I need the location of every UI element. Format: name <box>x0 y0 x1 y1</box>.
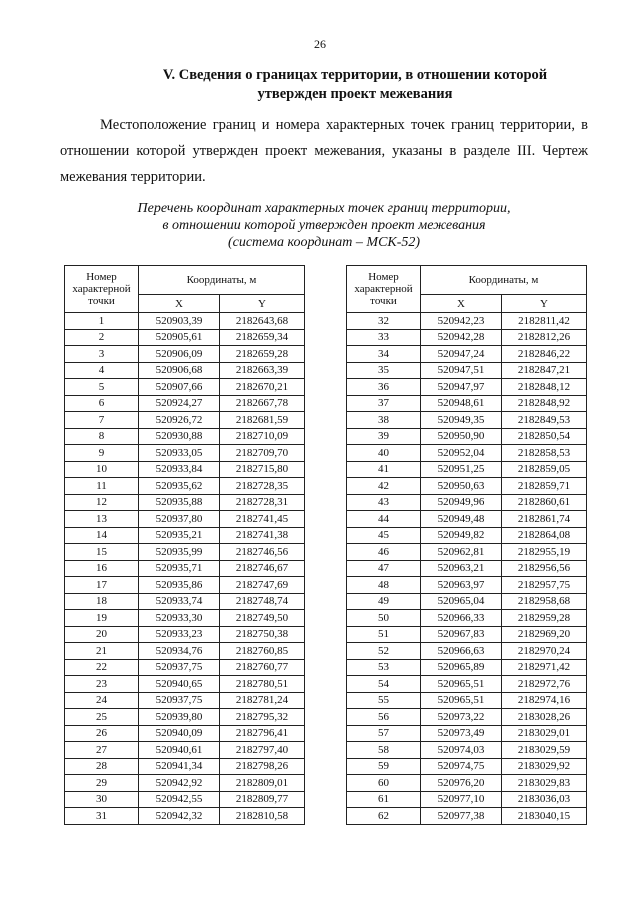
x-coordinate-cell: 520935,71 <box>139 560 220 577</box>
y-coordinate-cell: 2182860,61 <box>502 494 587 511</box>
y-coordinate-cell: 2182643,68 <box>220 313 305 330</box>
point-number-cell: 25 <box>65 709 139 726</box>
point-number-cell: 45 <box>347 527 421 544</box>
point-number-cell: 22 <box>65 659 139 676</box>
table-row <box>347 362 587 379</box>
table-row <box>65 593 305 610</box>
table-row <box>347 659 587 676</box>
x-coordinate-cell: 520934,76 <box>139 643 220 660</box>
y-coordinate-cell: 2182971,42 <box>502 659 587 676</box>
table-row <box>347 643 587 660</box>
table-row <box>347 527 587 544</box>
x-coordinate-cell: 520966,63 <box>421 643 502 660</box>
x-coordinate-cell: 520940,61 <box>139 742 220 759</box>
x-coordinate-cell: 520942,28 <box>421 329 502 346</box>
x-coordinate-cell: 520965,51 <box>421 692 502 709</box>
table-row <box>65 659 305 676</box>
table-row <box>65 445 305 462</box>
point-number-cell: 44 <box>347 511 421 528</box>
table-body-left <box>65 313 305 825</box>
y-coordinate-cell: 2182847,21 <box>502 362 587 379</box>
x-coordinate-cell: 520977,10 <box>421 791 502 808</box>
table-row <box>347 725 587 742</box>
table-row <box>65 643 305 660</box>
point-number-cell: 32 <box>347 313 421 330</box>
page-number: 26 <box>314 37 326 51</box>
table-row <box>65 775 305 792</box>
y-coordinate-cell: 2182667,78 <box>220 395 305 412</box>
y-coordinate-cell: 2182850,54 <box>502 428 587 445</box>
y-coordinate-cell: 2182781,24 <box>220 692 305 709</box>
table-row <box>347 560 587 577</box>
x-coordinate-cell: 520952,04 <box>421 445 502 462</box>
point-number-cell: 59 <box>347 758 421 775</box>
x-coordinate-cell: 520933,30 <box>139 610 220 627</box>
table-row <box>347 742 587 759</box>
body-paragraph: Местоположение границ и номера характерных точек границ территории, в отношении которой утвержден проект межевания, указаны в разделе III. Чертеж межевания территории. <box>60 117 588 185</box>
point-number-cell: 12 <box>65 494 139 511</box>
header-point-number: Номер характерной точки <box>65 266 139 313</box>
table-row <box>347 428 587 445</box>
point-number-cell: 54 <box>347 676 421 693</box>
point-number-cell: 9 <box>65 445 139 462</box>
x-coordinate-cell: 520965,89 <box>421 659 502 676</box>
table-row <box>65 692 305 709</box>
y-coordinate-cell: 2182809,01 <box>220 775 305 792</box>
y-coordinate-cell: 2182957,75 <box>502 577 587 594</box>
table-row <box>65 742 305 759</box>
point-number-cell: 43 <box>347 494 421 511</box>
y-coordinate-cell: 2183029,92 <box>502 758 587 775</box>
point-number-cell: 4 <box>65 362 139 379</box>
x-coordinate-cell: 520906,68 <box>139 362 220 379</box>
point-number-cell: 15 <box>65 544 139 561</box>
x-coordinate-cell: 520949,48 <box>421 511 502 528</box>
y-coordinate-cell: 2182710,09 <box>220 428 305 445</box>
table-row <box>347 808 587 825</box>
x-coordinate-cell: 520940,65 <box>139 676 220 693</box>
table-row <box>347 478 587 495</box>
y-coordinate-cell: 2182798,26 <box>220 758 305 775</box>
y-coordinate-cell: 2183029,01 <box>502 725 587 742</box>
y-coordinate-cell: 2182780,51 <box>220 676 305 693</box>
y-coordinate-cell: 2182681,59 <box>220 412 305 429</box>
y-coordinate-cell: 2182848,12 <box>502 379 587 396</box>
table-body-right <box>347 313 587 825</box>
y-coordinate-cell: 2182760,77 <box>220 659 305 676</box>
table-row <box>65 461 305 478</box>
y-coordinate-cell: 2182746,67 <box>220 560 305 577</box>
x-coordinate-cell: 520937,75 <box>139 659 220 676</box>
point-number-cell: 28 <box>65 758 139 775</box>
table-row <box>347 379 587 396</box>
table-row <box>347 445 587 462</box>
point-number-cell: 50 <box>347 610 421 627</box>
point-number-cell: 1 <box>65 313 139 330</box>
table-row <box>65 758 305 775</box>
table-row <box>65 808 305 825</box>
point-number-cell: 7 <box>65 412 139 429</box>
table-row <box>65 478 305 495</box>
y-coordinate-cell: 2182728,31 <box>220 494 305 511</box>
table-row <box>347 626 587 643</box>
y-coordinate-cell: 2182846,22 <box>502 346 587 363</box>
x-coordinate-cell: 520950,63 <box>421 478 502 495</box>
point-number-cell: 47 <box>347 560 421 577</box>
x-coordinate-cell: 520933,23 <box>139 626 220 643</box>
point-number-cell: 31 <box>65 808 139 825</box>
point-number-cell: 20 <box>65 626 139 643</box>
x-coordinate-cell: 520935,62 <box>139 478 220 495</box>
header-coordinates: Координаты, м <box>139 266 305 295</box>
y-coordinate-cell: 2182972,76 <box>502 676 587 693</box>
header-coordinates: Координаты, м <box>421 266 587 295</box>
y-coordinate-cell: 2182659,28 <box>220 346 305 363</box>
y-coordinate-cell: 2183029,59 <box>502 742 587 759</box>
x-coordinate-cell: 520950,90 <box>421 428 502 445</box>
table-row <box>347 544 587 561</box>
table-row <box>65 511 305 528</box>
x-coordinate-cell: 520935,21 <box>139 527 220 544</box>
y-coordinate-cell: 2182809,77 <box>220 791 305 808</box>
header-x: X <box>139 295 220 313</box>
point-number-cell: 42 <box>347 478 421 495</box>
table-caption <box>60 200 588 251</box>
table-row <box>65 313 305 330</box>
x-coordinate-cell: 520939,80 <box>139 709 220 726</box>
y-coordinate-cell: 2182812,26 <box>502 329 587 346</box>
point-number-cell: 27 <box>65 742 139 759</box>
table-row <box>65 329 305 346</box>
x-coordinate-cell: 520966,33 <box>421 610 502 627</box>
x-coordinate-cell: 520947,51 <box>421 362 502 379</box>
point-number-cell: 30 <box>65 791 139 808</box>
point-number-cell: 2 <box>65 329 139 346</box>
y-coordinate-cell: 2182861,74 <box>502 511 587 528</box>
point-number-cell: 46 <box>347 544 421 561</box>
y-coordinate-cell: 2182864,08 <box>502 527 587 544</box>
x-coordinate-cell: 520947,97 <box>421 379 502 396</box>
y-coordinate-cell: 2182750,38 <box>220 626 305 643</box>
point-number-cell: 62 <box>347 808 421 825</box>
point-number-cell: 16 <box>65 560 139 577</box>
table-row <box>65 610 305 627</box>
table-row <box>347 610 587 627</box>
x-coordinate-cell: 520942,55 <box>139 791 220 808</box>
point-number-cell: 48 <box>347 577 421 594</box>
x-coordinate-cell: 520967,83 <box>421 626 502 643</box>
y-coordinate-cell: 2182709,70 <box>220 445 305 462</box>
table-row <box>347 758 587 775</box>
x-coordinate-cell: 520933,74 <box>139 593 220 610</box>
table-row <box>347 346 587 363</box>
y-coordinate-cell: 2182659,34 <box>220 329 305 346</box>
x-coordinate-cell: 520937,80 <box>139 511 220 528</box>
x-coordinate-cell: 520903,39 <box>139 313 220 330</box>
table-row <box>65 346 305 363</box>
table-caption-line-3: (система координат – МСК-52) <box>227 235 421 250</box>
table-row <box>347 791 587 808</box>
y-coordinate-cell: 2182848,92 <box>502 395 587 412</box>
y-coordinate-cell: 2182795,32 <box>220 709 305 726</box>
x-coordinate-cell: 520924,27 <box>139 395 220 412</box>
x-coordinate-cell: 520930,88 <box>139 428 220 445</box>
point-number-cell: 19 <box>65 610 139 627</box>
point-number-cell: 61 <box>347 791 421 808</box>
y-coordinate-cell: 2182747,69 <box>220 577 305 594</box>
point-number-cell: 60 <box>347 775 421 792</box>
table-row <box>65 626 305 643</box>
point-number-cell: 21 <box>65 643 139 660</box>
x-coordinate-cell: 520974,75 <box>421 758 502 775</box>
point-number-cell: 8 <box>65 428 139 445</box>
point-number-cell: 24 <box>65 692 139 709</box>
point-number-cell: 37 <box>347 395 421 412</box>
x-coordinate-cell: 520965,04 <box>421 593 502 610</box>
point-number-cell: 52 <box>347 643 421 660</box>
y-coordinate-cell: 2182663,39 <box>220 362 305 379</box>
x-coordinate-cell: 520935,88 <box>139 494 220 511</box>
y-coordinate-cell: 2182741,38 <box>220 527 305 544</box>
table-row <box>347 511 587 528</box>
x-coordinate-cell: 520933,05 <box>139 445 220 462</box>
point-number-cell: 36 <box>347 379 421 396</box>
table-row <box>347 593 587 610</box>
y-coordinate-cell: 2182670,21 <box>220 379 305 396</box>
table-row <box>347 395 587 412</box>
table-row <box>347 709 587 726</box>
x-coordinate-cell: 520941,34 <box>139 758 220 775</box>
table-row <box>65 494 305 511</box>
table-row <box>347 461 587 478</box>
table-row <box>65 725 305 742</box>
x-coordinate-cell: 520962,81 <box>421 544 502 561</box>
x-coordinate-cell: 520947,24 <box>421 346 502 363</box>
point-number-cell: 40 <box>347 445 421 462</box>
point-number-cell: 5 <box>65 379 139 396</box>
point-number-cell: 6 <box>65 395 139 412</box>
table-row <box>65 791 305 808</box>
table-row <box>347 494 587 511</box>
header-point-number: Номер характерной точки <box>347 266 421 313</box>
table-row <box>347 577 587 594</box>
section-heading-line-2: утвержден проект межевания <box>257 86 453 102</box>
table-row <box>65 412 305 429</box>
x-coordinate-cell: 520907,66 <box>139 379 220 396</box>
x-coordinate-cell: 520951,25 <box>421 461 502 478</box>
x-coordinate-cell: 520935,99 <box>139 544 220 561</box>
y-coordinate-cell: 2183036,03 <box>502 791 587 808</box>
table-row <box>347 329 587 346</box>
x-coordinate-cell: 520940,09 <box>139 725 220 742</box>
table-caption-line-1: Перечень координат характерных точек границ территории, <box>137 201 511 216</box>
table-row <box>65 362 305 379</box>
table-row <box>65 676 305 693</box>
table-row <box>65 379 305 396</box>
point-number-cell: 51 <box>347 626 421 643</box>
point-number-cell: 14 <box>65 527 139 544</box>
x-coordinate-cell: 520937,75 <box>139 692 220 709</box>
point-number-cell: 13 <box>65 511 139 528</box>
y-coordinate-cell: 2183040,15 <box>502 808 587 825</box>
point-number-cell: 23 <box>65 676 139 693</box>
point-number-cell: 29 <box>65 775 139 792</box>
point-number-cell: 34 <box>347 346 421 363</box>
y-coordinate-cell: 2182859,05 <box>502 461 587 478</box>
x-coordinate-cell: 520942,32 <box>139 808 220 825</box>
x-coordinate-cell: 520976,20 <box>421 775 502 792</box>
y-coordinate-cell: 2182958,68 <box>502 593 587 610</box>
y-coordinate-cell: 2182849,53 <box>502 412 587 429</box>
coordinates-table-left <box>64 265 305 825</box>
x-coordinate-cell: 520949,82 <box>421 527 502 544</box>
table-row <box>347 775 587 792</box>
x-coordinate-cell: 520963,21 <box>421 560 502 577</box>
point-number-cell: 18 <box>65 593 139 610</box>
y-coordinate-cell: 2182859,71 <box>502 478 587 495</box>
section-heading-line-1: V. Сведения о границах территории, в отношении которой <box>162 67 548 83</box>
point-number-cell: 57 <box>347 725 421 742</box>
header-x: X <box>421 295 502 313</box>
point-number-cell: 39 <box>347 428 421 445</box>
point-number-cell: 3 <box>65 346 139 363</box>
header-y: Y <box>502 295 587 313</box>
x-coordinate-cell: 520906,09 <box>139 346 220 363</box>
table-row <box>65 428 305 445</box>
table-row <box>347 676 587 693</box>
x-coordinate-cell: 520935,86 <box>139 577 220 594</box>
table-row <box>65 527 305 544</box>
y-coordinate-cell: 2182715,80 <box>220 461 305 478</box>
x-coordinate-cell: 520926,72 <box>139 412 220 429</box>
x-coordinate-cell: 520963,97 <box>421 577 502 594</box>
header-y: Y <box>220 295 305 313</box>
x-coordinate-cell: 520948,61 <box>421 395 502 412</box>
x-coordinate-cell: 520942,23 <box>421 313 502 330</box>
y-coordinate-cell: 2182974,16 <box>502 692 587 709</box>
point-number-cell: 56 <box>347 709 421 726</box>
y-coordinate-cell: 2183029,83 <box>502 775 587 792</box>
y-coordinate-cell: 2182858,53 <box>502 445 587 462</box>
point-number-cell: 35 <box>347 362 421 379</box>
y-coordinate-cell: 2182749,50 <box>220 610 305 627</box>
point-number-cell: 53 <box>347 659 421 676</box>
table-row <box>347 412 587 429</box>
y-coordinate-cell: 2182796,41 <box>220 725 305 742</box>
x-coordinate-cell: 520942,92 <box>139 775 220 792</box>
table-row <box>65 560 305 577</box>
y-coordinate-cell: 2182797,40 <box>220 742 305 759</box>
y-coordinate-cell: 2182959,28 <box>502 610 587 627</box>
table-row <box>65 709 305 726</box>
point-number-cell: 33 <box>347 329 421 346</box>
table-row <box>347 313 587 330</box>
coordinates-table-right <box>346 265 587 825</box>
y-coordinate-cell: 2182741,45 <box>220 511 305 528</box>
point-number-cell: 26 <box>65 725 139 742</box>
y-coordinate-cell: 2182970,24 <box>502 643 587 660</box>
x-coordinate-cell: 520965,51 <box>421 676 502 693</box>
point-number-cell: 55 <box>347 692 421 709</box>
point-number-cell: 17 <box>65 577 139 594</box>
x-coordinate-cell: 520949,96 <box>421 494 502 511</box>
point-number-cell: 38 <box>347 412 421 429</box>
point-number-cell: 49 <box>347 593 421 610</box>
y-coordinate-cell: 2182956,56 <box>502 560 587 577</box>
y-coordinate-cell: 2182746,56 <box>220 544 305 561</box>
y-coordinate-cell: 2182811,42 <box>502 313 587 330</box>
x-coordinate-cell: 520974,03 <box>421 742 502 759</box>
x-coordinate-cell: 520977,38 <box>421 808 502 825</box>
point-number-cell: 41 <box>347 461 421 478</box>
section-heading <box>120 66 590 104</box>
table-row <box>65 395 305 412</box>
table-row <box>65 577 305 594</box>
y-coordinate-cell: 2182728,35 <box>220 478 305 495</box>
point-number-cell: 10 <box>65 461 139 478</box>
table-row <box>347 692 587 709</box>
point-number-cell: 58 <box>347 742 421 759</box>
y-coordinate-cell: 2182969,20 <box>502 626 587 643</box>
x-coordinate-cell: 520905,61 <box>139 329 220 346</box>
x-coordinate-cell: 520973,49 <box>421 725 502 742</box>
x-coordinate-cell: 520973,22 <box>421 709 502 726</box>
table-row <box>65 544 305 561</box>
y-coordinate-cell: 2182760,85 <box>220 643 305 660</box>
point-number-cell: 11 <box>65 478 139 495</box>
y-coordinate-cell: 2182955,19 <box>502 544 587 561</box>
y-coordinate-cell: 2182810,58 <box>220 808 305 825</box>
x-coordinate-cell: 520949,35 <box>421 412 502 429</box>
table-caption-line-2: в отношении которой утвержден проект межевания <box>162 218 486 233</box>
y-coordinate-cell: 2182748,74 <box>220 593 305 610</box>
x-coordinate-cell: 520933,84 <box>139 461 220 478</box>
y-coordinate-cell: 2183028,26 <box>502 709 587 726</box>
